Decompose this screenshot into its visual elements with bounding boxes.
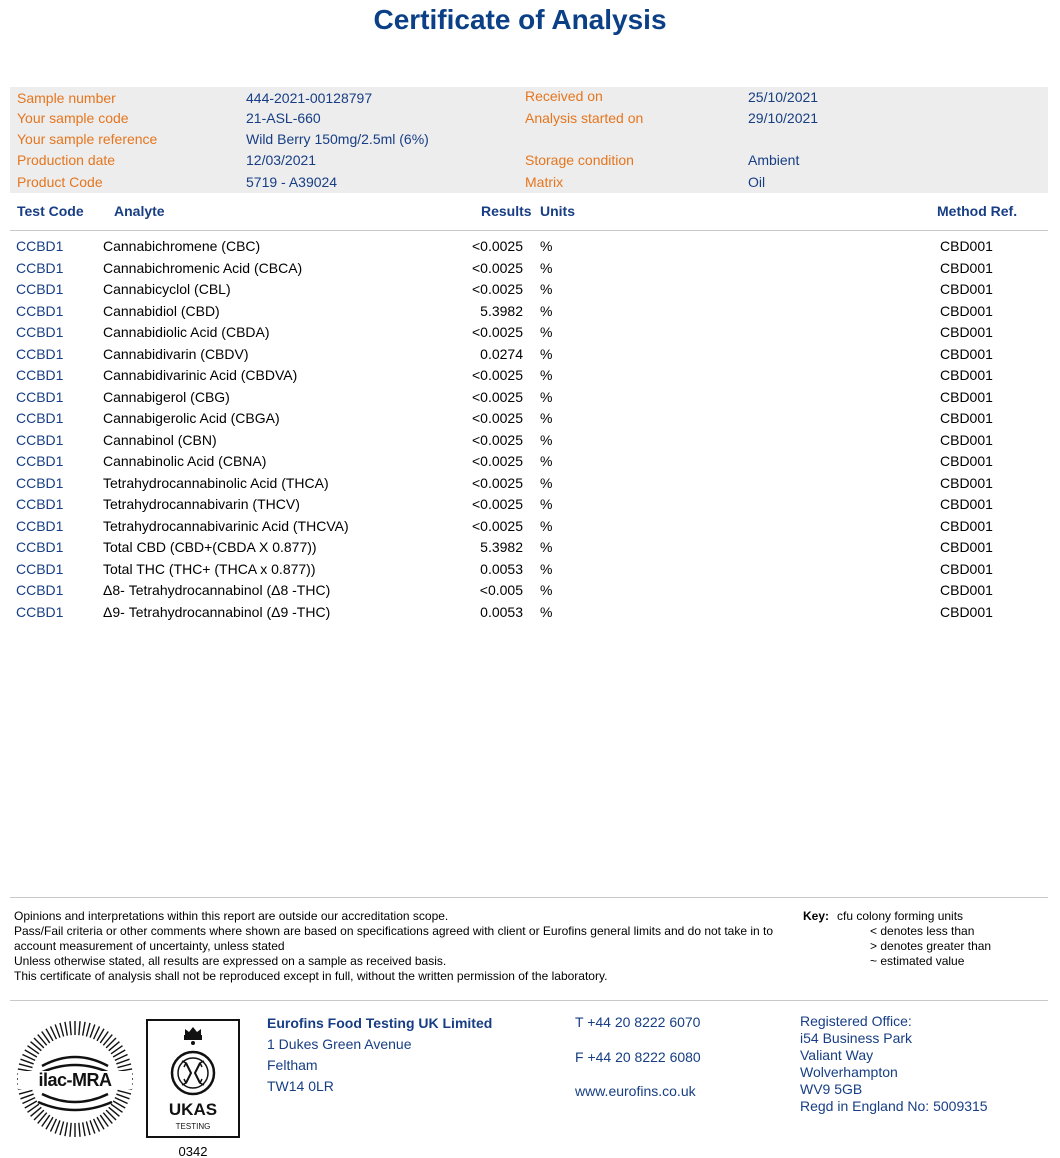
key-item: cfu colony forming units (837, 909, 964, 923)
test-code-cell: CCBD1 (16, 603, 64, 620)
ukas-text: UKAS (168, 1100, 218, 1119)
method-cell: CBD001 (940, 302, 993, 319)
website-link[interactable]: www.eurofins.co.uk (575, 1083, 696, 1099)
method-cell: CBD001 (940, 474, 993, 491)
unit-cell: % (540, 410, 553, 426)
registered-line: Valiant Way (800, 1047, 874, 1063)
received-on-value: 25/10/2021 (748, 89, 819, 105)
registered-line: Registered Office: (800, 1013, 912, 1029)
method-cell: CBD001 (940, 431, 993, 448)
result-cell: <0.0025 (472, 496, 523, 512)
unit-cell: % (540, 603, 553, 620)
analyte-cell: Cannabidiol (CBD) (103, 302, 220, 319)
method-cell: CBD001 (940, 560, 993, 577)
sample-number-label: Sample number (17, 90, 116, 106)
method-cell: CBD001 (940, 281, 993, 297)
ukas-crown-icon (148, 1021, 238, 1136)
product-code-value: 5719 - A39024 (246, 174, 338, 190)
ukas-logo (146, 1019, 240, 1138)
result-cell: <0.0025 (472, 517, 523, 534)
method-cell: CBD001 (940, 517, 993, 534)
test-code-cell: CCBD1 (16, 238, 64, 254)
header-results: Results (481, 203, 532, 219)
table-row (0, 494, 1060, 516)
result-cell: <0.0025 (472, 388, 523, 405)
note-line: Unless otherwise stated, all results are expressed on a sample as received basis. (14, 954, 447, 968)
ukas-testing-text: TESTING (175, 1122, 211, 1131)
result-cell: <0.0025 (472, 324, 523, 340)
unit-cell: % (540, 345, 553, 362)
key-item: < denotes less than (870, 924, 975, 938)
result-cell: 0.0274 (480, 345, 523, 362)
company-name: Eurofins Food Testing UK Limited (267, 1015, 493, 1031)
table-row (0, 236, 1060, 258)
analyte-cell: Cannabigerol (CBG) (103, 388, 230, 405)
method-cell: CBD001 (940, 259, 993, 276)
unit-cell: % (540, 539, 553, 555)
result-cell: <0.0025 (472, 431, 523, 448)
registered-line: Wolverhampton (800, 1064, 898, 1080)
table-row (0, 365, 1060, 387)
address-line: TW14 0LR (267, 1078, 334, 1094)
result-cell: <0.005 (479, 582, 523, 598)
test-code-cell: CCBD1 (16, 367, 64, 383)
test-code-cell: CCBD1 (16, 560, 64, 577)
method-cell: CBD001 (940, 603, 993, 620)
ilac-mra-logo (14, 1018, 136, 1140)
analyte-cell: Cannabidiolic Acid (CBDA) (103, 324, 270, 340)
unit-cell: % (540, 367, 553, 383)
table-row (0, 602, 1060, 624)
sample-code-label: Your sample code (17, 110, 129, 126)
unit-cell: % (540, 281, 553, 297)
test-code-cell: CCBD1 (16, 453, 64, 469)
table-row (0, 580, 1060, 602)
result-cell: <0.0025 (472, 281, 523, 297)
unit-cell: % (540, 453, 553, 469)
analysis-started-label: Analysis started on (525, 110, 644, 126)
unit-cell: % (540, 496, 553, 512)
table-row (0, 537, 1060, 559)
analyte-cell: Tetrahydrocannabivarin (THCV) (103, 496, 300, 512)
analyte-cell: Tetrahydrocannabivarinic Acid (THCVA) (103, 517, 349, 534)
ilac-mra-text: ilac-MRA (38, 1070, 112, 1090)
product-code-label: Product Code (17, 174, 103, 190)
analyte-cell: Δ9- Tetrahydrocannabinol (Δ9 -THC) (103, 603, 331, 620)
method-cell: CBD001 (940, 238, 993, 254)
test-code-cell: CCBD1 (16, 474, 64, 491)
storage-condition-label: Storage condition (525, 152, 634, 168)
analyte-cell: Cannabidivarin (CBDV) (103, 345, 249, 362)
registered-line: Regd in England No: 5009315 (800, 1098, 988, 1114)
phone-number: T +44 20 8222 6070 (575, 1014, 701, 1030)
table-row (0, 473, 1060, 495)
result-cell: <0.0025 (472, 259, 523, 276)
storage-condition-value: Ambient (748, 152, 800, 168)
unit-cell: % (540, 474, 553, 491)
table-row (0, 387, 1060, 409)
analyte-cell: Total CBD (CBD+(CBDA X 0.877)) (103, 539, 317, 555)
test-code-cell: CCBD1 (16, 324, 64, 340)
registered-line: i54 Business Park (800, 1030, 913, 1046)
table-row (0, 344, 1060, 366)
method-cell: CBD001 (940, 453, 993, 469)
matrix-label: Matrix (525, 174, 564, 190)
table-header-divider (10, 230, 1048, 231)
unit-cell: % (540, 582, 553, 598)
unit-cell: % (540, 238, 553, 254)
note-line: Pass/Fail criteria or other comments where shown are based on specifications agreed with client or Eurofins general limits and do not take in to account measurement of uncertainty, unless stated (14, 924, 774, 953)
test-code-cell: CCBD1 (16, 582, 64, 598)
unit-cell: % (540, 431, 553, 448)
registered-line: WV9 5GB (800, 1081, 863, 1097)
disclaimer-notes (14, 909, 794, 984)
analyte-cell: Cannabicyclol (CBL) (103, 281, 231, 297)
unit-cell: % (540, 302, 553, 319)
method-cell: CBD001 (940, 539, 993, 555)
key-item: > denotes greater than (870, 939, 992, 953)
ukas-accreditation-number: 0342 (178, 1144, 208, 1158)
test-code-cell: CCBD1 (16, 259, 64, 276)
table-row (0, 451, 1060, 473)
sample-reference-label: Your sample reference (17, 131, 158, 147)
unit-cell: % (540, 259, 553, 276)
key-item: ~ estimated value (870, 954, 965, 968)
table-row (0, 301, 1060, 323)
test-code-cell: CCBD1 (16, 517, 64, 534)
company-address (267, 1013, 492, 1097)
footer-top-divider (10, 897, 1048, 898)
analyte-cell: Cannabigerolic Acid (CBGA) (103, 410, 280, 426)
table-row (0, 559, 1060, 581)
result-cell: 5.3982 (480, 302, 523, 319)
production-date-value: 12/03/2021 (246, 152, 317, 168)
header-method: Method Ref. (937, 203, 1018, 219)
result-cell: 0.0053 (480, 560, 523, 577)
note-line: Opinions and interpretations within this report are outside our accreditation scope. (14, 909, 449, 923)
result-cell: <0.0025 (472, 453, 523, 469)
method-cell: CBD001 (940, 496, 993, 512)
analyte-cell: Cannabinolic Acid (CBNA) (103, 453, 267, 469)
unit-cell: % (540, 517, 553, 534)
test-code-cell: CCBD1 (16, 345, 64, 362)
table-row (0, 516, 1060, 538)
table-row (0, 408, 1060, 430)
analyte-cell: Total THC (THC+ (THCA x 0.877)) (103, 560, 316, 577)
registered-office (800, 1013, 988, 1115)
method-cell: CBD001 (940, 324, 993, 340)
analyte-cell: Cannabidivarinic Acid (CBDVA) (103, 367, 298, 383)
sample-number-value: 444-2021-00128797 (246, 90, 373, 106)
analyte-cell: Cannabichromenic Acid (CBCA) (103, 259, 303, 276)
key-label: Key: (803, 909, 830, 923)
footer-bottom-divider (10, 1000, 1048, 1001)
test-code-cell: CCBD1 (16, 496, 64, 512)
unit-cell: % (540, 324, 553, 340)
table-row (0, 279, 1060, 301)
fax-number: F +44 20 8222 6080 (575, 1049, 701, 1065)
ilac-mra-seal-icon (14, 1018, 136, 1140)
test-code-cell: CCBD1 (16, 302, 64, 319)
analysis-started-value: 29/10/2021 (748, 110, 819, 126)
method-cell: CBD001 (940, 388, 993, 405)
method-cell: CBD001 (940, 582, 993, 598)
result-cell: <0.0025 (472, 238, 523, 254)
header-test-code: Test Code (17, 203, 84, 219)
result-cell: 5.3982 (480, 539, 523, 555)
address-line: Feltham (267, 1057, 318, 1073)
method-cell: CBD001 (940, 410, 993, 426)
sample-code-value: 21-ASL-660 (246, 110, 321, 126)
unit-cell: % (540, 388, 553, 405)
matrix-value: Oil (748, 174, 766, 190)
analyte-cell: Cannabichromene (CBC) (103, 238, 261, 254)
results-table (0, 236, 1060, 623)
table-row (0, 322, 1060, 344)
production-date-label: Production date (17, 152, 116, 168)
method-cell: CBD001 (940, 367, 993, 383)
address-line: 1 Dukes Green Avenue (267, 1036, 412, 1052)
analyte-cell: Cannabinol (CBN) (103, 431, 217, 448)
header-units: Units (540, 203, 575, 219)
result-cell: <0.0025 (472, 410, 523, 426)
test-code-cell: CCBD1 (16, 281, 64, 297)
analyte-cell: Δ8- Tetrahydrocannabinol (Δ8 -THC) (103, 582, 331, 598)
result-cell: 0.0053 (480, 603, 523, 620)
unit-cell: % (540, 560, 553, 577)
result-cell: <0.0025 (472, 474, 523, 491)
test-code-cell: CCBD1 (16, 388, 64, 405)
sample-reference-value: Wild Berry 150mg/2.5ml (6%) (246, 131, 429, 147)
analyte-cell: Tetrahydrocannabinolic Acid (THCA) (103, 474, 329, 491)
received-on-label: Received on (525, 88, 603, 104)
test-code-cell: CCBD1 (16, 431, 64, 448)
header-analyte: Analyte (114, 203, 165, 219)
test-code-cell: CCBD1 (16, 539, 64, 555)
page-title: Certificate of Analysis (373, 4, 667, 35)
table-row (0, 430, 1060, 452)
note-line: This certificate of analysis shall not be reproduced except in full, without the written permission of the laboratory. (14, 969, 608, 983)
test-code-cell: CCBD1 (16, 410, 64, 426)
result-cell: <0.0025 (472, 367, 523, 383)
table-row (0, 258, 1060, 280)
method-cell: CBD001 (940, 345, 993, 362)
